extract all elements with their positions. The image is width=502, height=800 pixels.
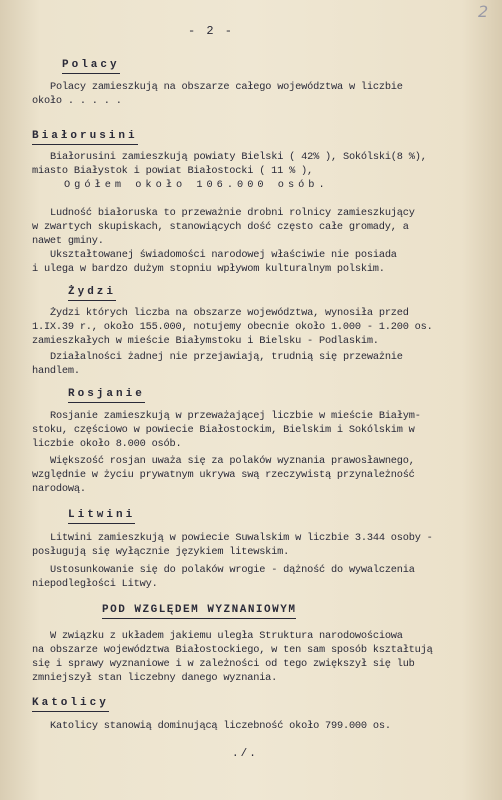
text-line: Polacy zamieszkują na obszarze całego województwa w liczbie [50, 81, 403, 93]
text-line: względnie w życiu prywatnym ukrywa swą rzeczywistą przynależność [32, 469, 415, 481]
text-line: na obszarze województwa Białostockiego, w ten sam sposób kształtują [32, 644, 433, 656]
corner-pencil-mark: 2 [478, 2, 489, 21]
text-line: Katolicy stanowią dominującą liczebność około 799.000 os. [50, 720, 391, 732]
text-line: Działalności żadnej nie przejawiają, trudnią się przeważnie [50, 351, 403, 363]
text-line: 1.IX.39 r., około 155.000, notujemy obecnie około 1.000 - 1.200 os. [32, 321, 433, 333]
text-line: około . . . . . [32, 95, 122, 107]
heading-rosjanie: Rosjanie [68, 387, 145, 403]
text-line: handlem. [32, 365, 80, 377]
text-line: Białorusini zamieszkują powiaty Bielski ( 42% ), Sokólski(8 %), [50, 151, 427, 163]
text-line: Ludność białoruska to przeważnie drobni rolnicy zamieszkujący [50, 207, 415, 219]
text-line: narodową. [32, 483, 86, 495]
text-line: W związku z układem jakiemu uległa Struktura narodowościowa [50, 630, 403, 642]
heading-polacy: Polacy [62, 58, 120, 74]
heading-zydzi: Żydzi [68, 285, 116, 301]
text-line: Litwini zamieszkują w powiecie Suwalskim w liczbie 3.344 osoby - [50, 532, 433, 544]
text-line: zamieszkałych w mieście Białymstoku i Bielsku - Podlaskim. [32, 335, 379, 347]
text-line: stoku, częściowo w powiecie Białostockim, Bielskim i Sokólskim w [32, 424, 415, 436]
text-line: i ulega w bardzo dużym stopniu wpływom kulturalnym polskim. [32, 263, 385, 275]
text-line: Większość rosjan uważa się za polaków wyznania prawosławnego, [50, 455, 415, 467]
text-line: zmniejszył stan liczebny danego wyznania. [32, 672, 278, 684]
text-line: Ustosunkowanie się do polaków wrogie - dążność do wywalczenia [50, 564, 415, 576]
text-line: niepodległości Litwy. [32, 578, 158, 590]
text-line: w zwartych skupiskach, stanowiących dość często całe gromady, a [32, 221, 409, 233]
text-line: Rosjanie zamieszkują w przeważającej liczbie w mieście Białym- [50, 410, 421, 422]
text-line: liczbie około 8.000 osób. [32, 438, 182, 450]
heading-wyznaniowy: POD WZGLĘDEM WYZNANIOWYM [102, 603, 296, 619]
heading-bialorusini: Białorusini [32, 129, 138, 145]
heading-katolicy: Katolicy [32, 696, 109, 712]
page-number: - 2 - [188, 24, 235, 38]
text-line: nawet gminy. [32, 235, 104, 247]
text-line: miasto Białystok i powiat Białostocki ( 11 % ), [32, 165, 314, 177]
text-line: Ogółem około 106.000 osób. [64, 179, 329, 191]
text-line: się i sprawy wyznaniowe i w zależności od tego zwiększył się lub [32, 658, 415, 670]
text-line: Żydzi których liczba na obszarze województwa, wynosiła przed [50, 307, 409, 319]
continuation-mark: ./. [232, 748, 258, 760]
heading-litwini: Litwini [68, 508, 135, 524]
text-line: posługują się wyłącznie językiem litewskim. [32, 546, 290, 558]
text-line: Ukształtowanej świadomości narodowej właściwie nie posiada [50, 249, 397, 261]
